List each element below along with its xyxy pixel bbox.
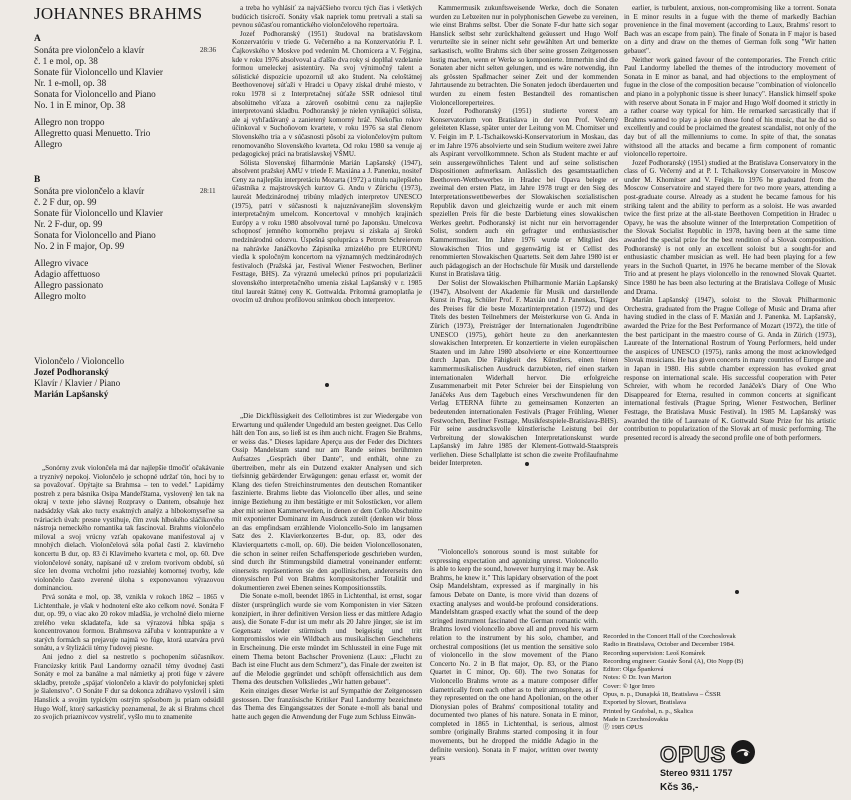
opus-logo-icon [660, 737, 730, 767]
side-b-title-5: Sonata for Violoncello and Piano [34, 230, 156, 240]
paragraph: Kammermusik zukunftsweisende Werke, doch die Sonaten wurden zu Lebzeiten nur in polyphonischen Gewebe zu vereinen, wie einst Brahms selbst. Über die Sonate F-dur hatte sich sogar Hanslick selbst sehr zurückhaltend geäussert und Hugo Wolf verurteilte sie in seiner nicht sehr gewählten Art und bemerkte sarkastisch, wollte Brahms sich über seine grossen Zeitgenossen lustig machen, wenn er Werke so komponierte. Immerhin sind die Sonaten aber nicht selten gelungen, und es wäre notwendig, ihn als grössten Spaßmacher seiner Zeit und der kommenden Jahrtausende zu betrachten. Die Sonaten jedoch überdauerten und wurden zu einem festen Bestandteil des romantischen Violoncelloreperteires. [430, 4, 618, 107]
paragraph: Jozef Podhoranský (1951) študoval na bratislavskom Konzervatóriu v triede G. Večerného a na Konzervatóriu P. I. Čajkovského v Moskve pod vedením M. Chomicera a V. Fejgina, kde v roku 1976 absolvoval a ďalšie dva roky si doplňal vzdelanie formou umeleckej asistentúry. Na svoj výnimočný talent a sólistické dispozície upozornil už ako študent. Na celoštátnej Beethovenovej súťaži v Hradci u Opavy získal druhé miesto, v roku 1978 si z Interpretačnej súťaže SSR odniesol titul absolútneho víťaza a zároveň osobitnú cenu za najlepšie interpretovanú skladbu. Podhoranský je nielen vynikajúci sólista, ale aj vyhľadávaný a zanietený komorný hráč. Niekoľko rokov účinkoval v Suchoňovom kvartete, v roku 1976 sa stal členom Slovenského tria a v súčasnosti pôsobí za violončelovým pultom renomovaného Slovenského kvarteta. Od roku 1980 sa venuje aj pedagogickej práci na bratislavskej VŠMU. [232, 29, 422, 159]
price: Kčs 36,- [660, 782, 699, 793]
side-a-label: A [34, 34, 41, 44]
side-b-title-3: Sonate für Violoncello und Klavier [34, 208, 163, 218]
paragraph: Der Solist der Slowakischen Philharmonie Marián Lapšanský (1947), Absolvent der Akademie für Musik und darstellende Kunst in Prag, Schüler Prof. F. Maxián und J. Panenkas, Träger des Preises für die beste Mozartinterpretation (1972) und des Titels des besten Teilnehmers der Meisterkurse von G. Anda in Zürich (1973), Preisträger der Internationalen Jugendtribüne UNESCO (1975), gehört heute zu den anerkanntesten slowakischen Interpreten. Er konzertierte in vielen europäischen Staaten und im Jahre 1980 absolvierte er eine Konzerttournee durch Japan. Die Fähigkeit des Künstlers, einen feinen kammermusikalischen Ausdruck darzubieten, rief einen starken internationalen Widerhall hervor. Die erfolgreiche Zusammenarbeit mit Peter Schreier bei der Einspielung von Janáčeks Aus dem Tagebuch eines Verschwundenen für den Verlag ETERNA führte zu gemeinsamen Konzerten an bedeutenden internationalen Festivals (Prager Frühling, Wiener Festwochen, Berliner Festtage, Musikfestspiele-Bratislava-BHS). Für seine ausdrucksvolle künstlerische Leistung bei der Verbreitung der slowakischen Interpretationskunst wurde Lapšanský im Jahre 1985 der Klement-Gottwald-Staatspreis verliehen. Diese Schallplatte ist schon die zweite Profilaufnahme beider Interpreten. [430, 279, 618, 468]
composer-title: JOHANNES BRAHMS [34, 4, 203, 23]
separator-dot [735, 590, 739, 594]
paragraph: earlier, is turbulent, anxious, non-compromising like a torrent. Sonata in E minor results in a fugue with the theme of markedly Bachian provenience in the final movement (according to Laux, Brahms' resort to Bach was an escape from pain). The finale of Sonata in F major is based on a dirty and draw on the themes of German folk song "Wir hatten gebauet". [624, 4, 836, 55]
paragraph: Marián Lapšanský (1947), soloist to the Slovak Philharmonic Orchestra, graduated from the Prague College of Music and Drama after having studied in the class of F. Maxián and J. Panenka. M. Lapšanský, awarded the Prize for the Best Performance of Mozart (1972), the title of the best participant in the maestro course of G. Anda in Zürich (1973), Laureate of the International Rostrum of Young Performers, held under the auspices of UNESCO (1975), ranks among the most acknowledged Slovak musicians. He has given concerts in many countries of Europe and in Japan in 1980. His subtle chamber expression has evoked great response on international scale. His successful cooperation with Peter Schreier, with whom he recorded Janáček's Diary of One Who Disappeared for Eterna, resulted in common concerts at significant international festivals (Prague Spring, Wiener Festwochen, Berliner Festtage, the Bratislava Music Festival). In 1985 M. Lapšanský was awarded the title of Laureate of K. Gottwald State Prize for his artistic contribution to popularization of the Slovak art of music performing. The presented record is already the second profile one of both performers. [624, 296, 836, 442]
cellist-name: Jozef Podhoranský [34, 367, 109, 377]
credit-line: Printed by Grafobal, n. p., Skalica [603, 707, 693, 715]
svg-text:OPUS: OPUS [660, 742, 727, 767]
paragraph: Neither work gained favour of the contemporaries. The French critic Paul Landormy labelled the themes of the introductory movement of Sonata in E minor as banal, and had objections to the employment of fugue in the close of the composition because "combination of violoncello and piano in a polyphonic tissue is sheer lunacy". Hanslick himself spoke with reserve about Sonata in F major and Hugo Wolf doomed it strictly in a rather coarse way typical for him. He remarked sarcastically that if Brahms wanted to play a joke on those fond of his music, that he did so excellently and could be proclaimed the greatest scandalist, not only of the day but of all the millenniums to come. In spite of that, the sonatas withstood all the attacks and became a firm component of romantic violoncello repertoire. [624, 55, 836, 159]
paragraph: Jozef Podhoranský (1951) studierte vorerst am Konservatorium von Bratislava in der von Prof. Večerný geleiteten Klasse, später unter der Leitung von M. Chomitser und V. Feigin im P. I.-Tschaikowski-Konservatorium in Moskau, das er im Jahre 1976 absolvierte und sein Studium weitere zwei Jahre als Aspirant vervollkommnete. Schon als Student machte er auf sein aussergewöhnliches Talent und auf seine solistischen Dispositionen aufmerksam. Anlässlich des gesamtstaatlichen Beethoven-Wettbewerbes in Hradec bei Opava belegte er zweimal den ersten Platz, im Jahre 1978 trugt er den Sieg des Interpretationswettbewerbes der Slowakischen sozialistischen Republik davon und gleichzeitig wurde er auch mit einem speziellen Preis für die beste Darbietung eines slowakischen Werkes geehrt. Podhoranský ist nicht nur ein hervorragender Solist, sondern auch ein gefragter und enthusiastischer Kammermusiker. Im Jahre 1976 wurde er Mitglied des Slowakischen Trios und gegenwärtig ist er Cellist des renommierten Slowakischen Quartetts. Seit dem Jahre 1980 ist er auch pädagogisch an der Hochschule für Musik und darstellende Kunst in Bratislava tätig. [430, 107, 618, 279]
side-b [34, 175, 224, 302]
paragraph: Sólista Slovenskej filharmónie Marián Lapšanský (1947), absolvent pražskej AMU v triede F. Maxiána a J. Panenku, nositeľ Ceny za najlepšiu interpretáciu Mozarta (1972) a titulu najlepšieho účastníka z majstrovských kurzov G. Andu v Zürichu (1973), laureát Medzinárodnej tribúny mladých interpretov UNESCO (1975), patrí v súčasnosti k najuznávanejším slovenským interpretačným umelcom. Koncertoval v mnohých krajinách Európy a v roku 1980 absolvoval turné po Japonsku. Umelcova schopnosť jemného komorného prejavu si získala aj širokú medzinárodnú odozvu. Úspešná spolupráca s Petrom Schreierom na nahrávke Janáčkovho Zápisníka zmizelého pre EURONU viedla k spoločným koncertom na významných medzinárodných festivaloch (Pražská jar, Festival Wiener Festwochen, Berliner Festtage, BHS). Za výraznú umeleckú prínos pri popularizácii slovenského interpretačného umenia získal Lapšanský v r. 1985 titul laureát štátnej ceny K. Gottwalda. Prítomná gramoplatňa je ovocím už druhou profilovou snímkou oboch interpretov. [232, 158, 422, 305]
catalog-number: Stereo 9311 1757 [660, 768, 733, 778]
paragraph: Jozef Podhoranský (1951) studied at the Bratislava Conservatory in the class of G. Večerný and at P. I. Tchaikovsky Conservatoire in Moscow under M. Khomitser and V. Feigin. In 1976 he graduated from the Moscow Conservatoire and stayed there for two more years, attending a post-graduate course. Already as a student he became famous for his striking talent and the ability to perform as a soloist. He was awarded twice the first prize at the all-state Beethoven Competition in Hradec u Opavy, he was the absolute winner of the Interpretation Competition of the Slovak Socialist Republic in 1978, having been at the same time awarded the special prize for the best rendition of a Slovak composition. Podhoranský is not only an excellent soloist but a sought-for and enthusiastic chamber musician as well. He had been playing for a few years in the Suchoň Quartet, in 1976 he became member of the Slovak Trio and at present he plays violoncello in the renowned Slovak Quartet. Since 1980 he has been also lecturing at the Bratislava College of Music and Drama. [624, 158, 836, 296]
slovak-biography-column [232, 4, 422, 360]
credit-line: Radio in Bratislava, October and December 1984. [603, 641, 735, 649]
side-b-movement-4: Allegro molto [34, 291, 86, 301]
credit-line: Made in Czechoslovakia [603, 715, 669, 723]
paragraph: Ani jedno z diel sa nestretlo s pochopením súčasníkov. Francúzsky kritik Paul Landormy označil témy úvodnej časti Sonáty e mol za banálne a mal námietky aj proti fúge v závere skladby, pretože „spájať violončelo a klavír do polyfonickej spleti je šialenstvo". O Sonáte F dur sa dokonca zdráhavo vyslovil i sám Hanslick a svojim typickým ostrým spôsobom ju priam odsúdil Hugo Wolf, ktorý sarkasticky poznamenal, že ak si Brahms chcel zo svojich priaznivcov vystreliť, vyšlo mu to znamenite [34, 653, 224, 722]
credits [603, 633, 793, 733]
english-biography-column [624, 4, 836, 552]
piano-label: Klavír / Klavier / Piano [34, 378, 121, 388]
paragraph: a treba ho vyhlásiť za najväčšieho tvorcu tých čias i všetkých budúcich tisícročí. Sonáty však napriek tomu pretrvali a stali sa pevnou súčasťou romantického violončelového repertoára. [232, 4, 422, 30]
credit-line: Opus, n. p., Dunajská 18, Bratislava – ČSSR [603, 691, 721, 699]
side-b-movement-1: Allegro vivace [34, 258, 89, 268]
side-b-movement-2: Adagio affettuoso [34, 269, 100, 279]
side-b-label: B [34, 175, 41, 185]
credit-line: Cover: © Igor Imro [603, 682, 655, 690]
slovak-notes-column [34, 464, 224, 800]
paragraph: Prvá sonáta e mol, op. 38, vznikla v rokoch 1862 – 1865 v Lichtenthale, je však v hodnotení ešte ako celkom nové. Sonáta F dur, op. 99, o viac ako 20 rokov mladšia, je vrcholné dielo mierne zrelého veku skladateľa, kde sa výrazová hĺbka spája s koncentrovanou formou. Brahmsova záľuba v kontrapunkte a v starých formách sa prejavuje najmä vo fúge, ktorá uzatvára prvú sonátu, a v štylizácii témy ľudovej piesne. [34, 592, 224, 653]
german-biography-column [430, 4, 618, 468]
side-b-title-2: č. 2 F dur, op. 99 [34, 197, 97, 207]
cello-label: Violončelo / Violoncello [34, 356, 125, 366]
paragraph: Die Sonate e-moll, beendet 1865 in Lichtenthal, ist ernst, sogar düster (ursprünglich wurde sie vom Komponisten in vier Sätzen konzipiert, in ihrer definitiven Version liess er das mittlere Adagio aus), die Sonate F-dur ist um mehr als 20 Jahre jünger, sie ist im Gegensatz wieder stürmisch und beigeistig und tritt kompromisslos wie ein Wildbach aus musikalischen Geschehens in Erscheinung. Die erste mündet im Schlussteil in eine Fuge mit einem Thema betont Bachscher Provenienz (Laux: „Flucht zu Bach ist eine Flucht aus dem Schmerz"), das Finale der zweiten ist auf die Melodie gegründet und schöpft offensichtlich aus dem Thema des deutschen Volksliedes „Wir hatten gebauet". [232, 592, 422, 687]
side-a-title-1: Sonáta pre violončelo a klavír [34, 45, 145, 55]
credit-line: Recording supervision: Leoš Komárek [603, 649, 705, 657]
side-a-title-3: Sonate für Violoncello und Klavier [34, 67, 163, 77]
paragraph: „Sonórny zvuk violončela má dar najlepšie tlmočiť očakávanie a tryznivý nepokoj. Violončelo je schopné udržať tón, hoci by to sa považovať. Opýtajte sa Brahmsa – ten to vedel." Lapidárny postreh z pera básnika Osipa Mandeľštama, vyslovený len tak na okraj v texte jeho slávnej Rozpravy o Dantem, obsahuje hez nadsádzky však ako tucty exaktných analýz a hlbokomyseľne sa tváriacich úvah: presne vystihuje, čím zvuk hlbokého sláčikového nástroja nemeckého romantika tak fascinoval. Brahms violončelo miloval a svoj vrúcny vzťah opakovane manifestoval aj v mnohých dielach. Violončelová sóla poňal časti 2. klavírneho koncertu B dur, op. 83 či Klavírneho kvarteta c mol, op. 60. Dve violončelové sonáty, napísané už v zrelom tvorivom období, sú síce len dvoma vrcholmi jeho rozsiahlej komornej tvorby, kde violončelo často zverené úloha s exponovanou výrazovou dominanciou. [34, 464, 224, 593]
separator-dot [325, 383, 329, 387]
side-b-title-6: No. 2 in F major, Op. 99 [34, 241, 125, 251]
side-a [34, 34, 224, 150]
side-a-title-5: Sonata for Violoncello and Piano [34, 89, 156, 99]
side-a-movement-1: Allegro non troppo [34, 117, 105, 127]
opus-emblem-icon [730, 739, 756, 765]
side-a-movement-2: Allegretto quasi Menuetto. Trio [34, 128, 151, 138]
side-b-title-4: Nr. 2 F-dur, op. 99 [34, 219, 103, 229]
credit-line: Exported by Slovart, Bratislava [603, 699, 687, 707]
side-b-title-1: Sonáta pre violončelo a klavír [34, 186, 145, 196]
credit-line: Ⓟ 1985 OPUS [603, 724, 643, 732]
credit-line: Editor: Olga Španková [603, 666, 664, 674]
separator-dot [525, 462, 529, 466]
opus-logo [660, 737, 730, 772]
german-notes-column [232, 412, 422, 800]
side-a-title-6: No. 1 in E minor, Op. 38 [34, 100, 126, 110]
pianist-name: Marián Lapšanský [34, 389, 109, 399]
credit-line: Notes: © Dr. Ivan Marton [603, 674, 672, 682]
paragraph: Kein einziges dieser Werke ist auf Sympathie der Zeitgenossen gestossen. Der französische Kritiker Paul Landormy bezeichnete das Thema des Eingangssatzes der Sonate e-moll als banal und hatte auch gegen die Anwendung der Fuge zum Schluss Einwän- [232, 687, 422, 721]
side-a-movement-3: Allegro [34, 139, 63, 149]
credit-line: Recorded in the Concert Hall of the Czechoslovak [603, 633, 736, 640]
side-a-duration: 28:36 [200, 46, 216, 54]
english-notes-column [430, 548, 598, 800]
side-b-movement-3: Allegro passionato [34, 280, 104, 290]
paragraph: „Die Dickflüssigkeit des Cellotimbres ist zur Wiedergabe von Erwartung und quälender Ungeduld am besten geeignet. Das Cello hält den Ton aus, so ließ ist es ihm auch nicht. Fragen Sie Brahms, er weiss das." Dieses lapidare Aperçu aus der Feder des Dichters Ossip Mandelstam stand nur am Rande seines berühmten Aufsatzes „Gespräch über Dante", und enthält, ohne zu übertreiben, mehr als ein Dutzend exakter Analysen und sich tiefsinnig gebärdender Erwägungen: genau erfasst er, womit der Klang des tiefen Streichinstrumentes den deutschen Romantiker faszinierte. Brahms liebte das Violoncello über alles, und seine innige Beziehung zu ihm bestätigte er mit Solostücken, vor allem aber mit seinen Kammerwerken, in denen er dem Cello Abschnitte mit exponierter Dominanz im Ausdruck zuteilt (denken wir bloss an das empfindsam erzählende Violoncello-Solo im langsamen Satz des 2. Klavierkonzertes B-dur, op. 83, oder des Klavierquartetts c-moll, op. 60). Die beiden Violoncellosonaten, die schon in seiner reifen Schaffensperiode geschrieben wurden, sind durch ihr Stimmungsbild diametral voneinander entfernt: einerseits repräsentieren sie den apollinischen, andererseits den dionysischen Pol von Brahms kompositorischer Totalität und dokumentieren zwei Ebenen seines Kompositionsstils. [232, 412, 422, 592]
side-b-duration: 28:11 [200, 187, 216, 195]
side-a-title-2: č. 1 e mol, op. 38 [34, 56, 98, 66]
side-a-title-4: Nr. 1 e-moll, op. 38 [34, 78, 107, 88]
paragraph: "Violoncello's sonorous sound is most suitable for expressing expectation and agonizing unrest. Violoncello is able to keep the sound, however hurrying it may be. Ask Brahms, he knew it." This lapidary observation of the poet Osip Mandelshtam, expressed as if marginally in his famous Debate on Dante, is more vivid than dozens of exacting analyses and would-be profound considerations. Mandelshtam grasped exactly what the sound of the deep stringed instrument fascinated the German romantic with. Brahms loved violoncello above all and proved his warm relation to the instrument by his solo, chamber, and orchestral compositions (let us mention the sensitive solo of violoncello in the slow movement of the Piano Concerto No. 2 in B flat major, Op. 83, or the Piano Quartet in C minor, Op. 60). The two Sonatas for Violoncello Brahms wrote as a mature composer differ diametrically from each other as to their atmosphere, as if they represented on the one hand Apollonian, on the other Dionysian poles of Brahms' compositional totality and documented two planes of his nature. Sonata in E minor, completed in 1865 in Lichtenthal, is serious, almost sombre (originally Brahms started composing it in four movements, but he dropped the middle Adagio in the definite version). Sonata in F major, written over twenty years [430, 548, 598, 763]
credit-line: Recording engineer: Gustáv Šoral (A), Oto Nopp (B) [603, 657, 744, 665]
performers [34, 356, 224, 400]
